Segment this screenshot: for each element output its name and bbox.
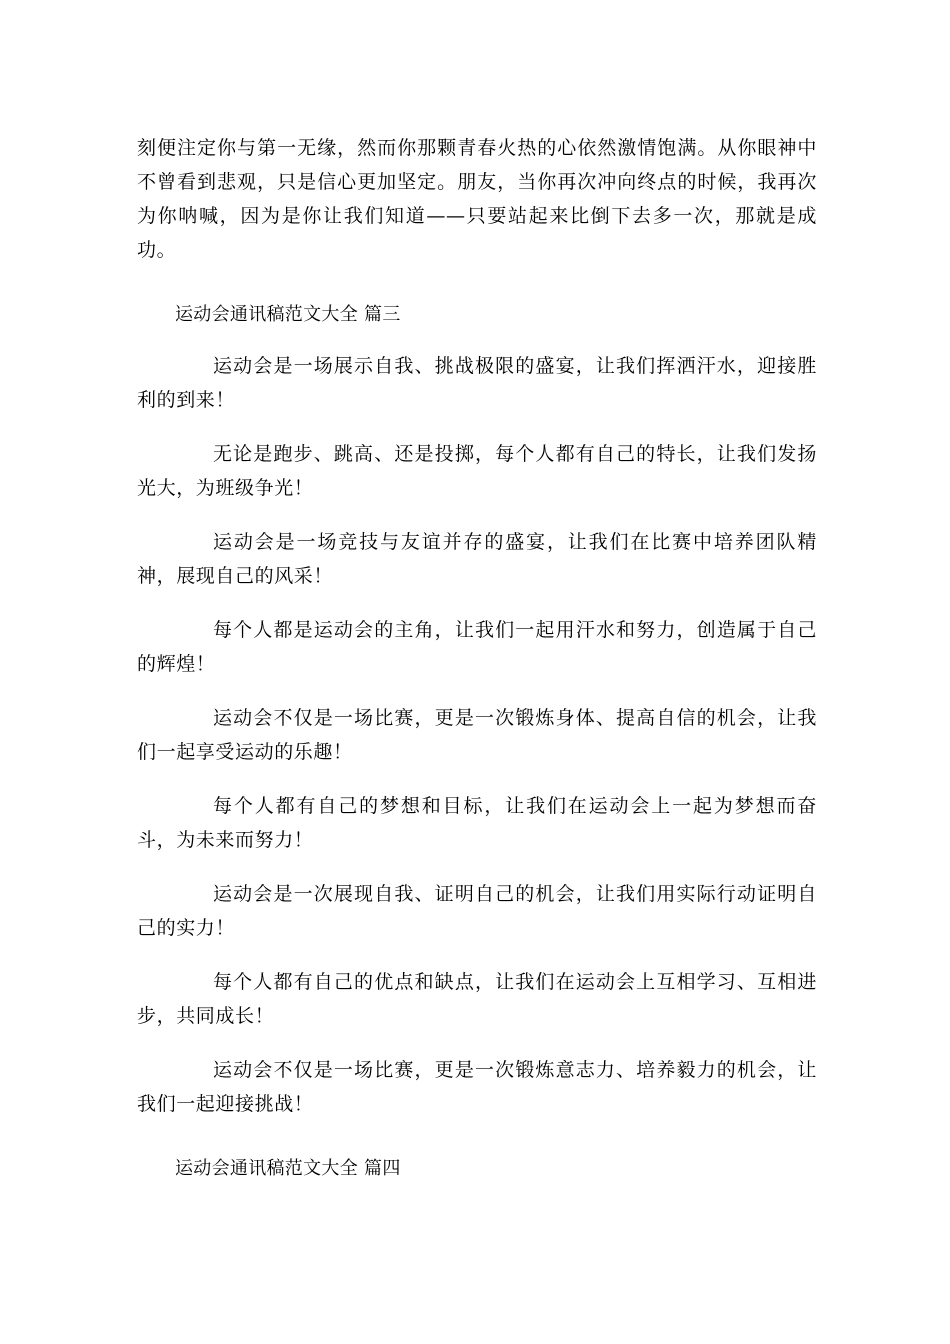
section-three-heading: 运动会通讯稿范文大全 篇三 (175, 304, 401, 325)
paragraph-item: 运动会不仅是一场比赛，更是一次锻炼身体、提高自信的机会，让我们一起享受运动的乐趣！ (137, 707, 817, 763)
paragraph-item: 运动会是一次展现自我、证明自己的机会，让我们用实际行动证明自己的实力！ (137, 883, 817, 939)
section-three-list (137, 349, 817, 1121)
paragraph-item: 运动会是一场竞技与友谊并存的盛宴，让我们在比赛中培养团队精神，展现自己的风采！ (137, 531, 817, 587)
section-four-heading: 运动会通讯稿范文大全 篇四 (175, 1158, 401, 1179)
paragraph-item: 运动会不仅是一场比赛，更是一次锻炼意志力、培养毅力的机会，让我们一起迎接挑战！ (137, 1059, 817, 1115)
paragraph-item: 每个人都有自己的梦想和目标，让我们在运动会上一起为梦想而奋斗，为未来而努力！ (137, 795, 817, 851)
paragraph-item: 运动会是一场展示自我、挑战极限的盛宴，让我们挥洒汗水，迎接胜利的到来！ (137, 355, 817, 411)
lead-paragraph: 刻便注定你与第一无缘，然而你那颗青春火热的心依然激情饱满。从你眼神中不曾看到悲观，只是信心更加坚定。朋友，当你再次冲向终点的时候，我再次为你呐喊，因为是你让我们知道——只要站起来比倒下去多一次，那就是成功。 (137, 137, 817, 261)
document-page (137, 131, 817, 1183)
paragraph-item: 无论是跑步、跳高、还是投掷，每个人都有自己的特长，让我们发扬光大，为班级争光！ (137, 443, 817, 499)
paragraph-item: 每个人都有自己的优点和缺点，让我们在运动会上互相学习、互相进步，共同成长！ (137, 971, 817, 1027)
paragraph-item: 每个人都是运动会的主角，让我们一起用汗水和努力，创造属于自己的辉煌！ (137, 619, 817, 675)
